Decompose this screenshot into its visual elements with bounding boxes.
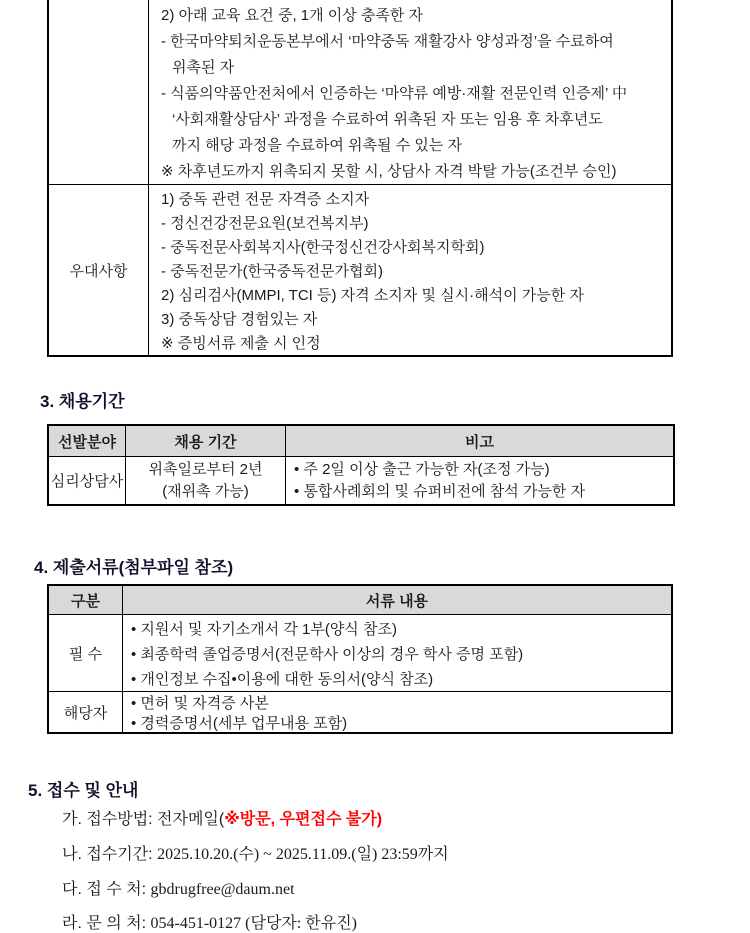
text-line: • 지원서 및 자기소개서 각 1부(양식 참조) bbox=[131, 621, 397, 638]
application-method-label: 가. 접수방법: 전자메일( bbox=[62, 811, 225, 828]
qualification-table bbox=[47, 0, 673, 357]
text-line: • 최종학력 졸업증명서(전문학사 이상의 경우 학사 증명 포함) bbox=[131, 646, 524, 663]
applicable-documents-row bbox=[49, 692, 671, 732]
text-line: - 정신건강전문요원(보건복지부) bbox=[161, 215, 369, 232]
warning-close-paren: ) bbox=[376, 811, 383, 828]
documents-table bbox=[47, 584, 673, 734]
text-line: • 면허 및 자격증 사본 bbox=[131, 695, 269, 712]
education-requirements-cell bbox=[149, 0, 671, 184]
text-line: 까지 해당 과정을 수료하여 위촉될 수 있는 자 bbox=[172, 137, 462, 154]
section3-heading: 3. 채용기간 bbox=[40, 392, 125, 411]
contact-label: 라. 문 의 처: bbox=[62, 915, 151, 932]
col-header-category: 구분 bbox=[49, 586, 123, 614]
contact-line bbox=[62, 910, 357, 933]
text-line: 위촉된 자 bbox=[172, 59, 235, 76]
applicable-label-cell: 해당자 bbox=[49, 692, 123, 732]
text-line: - 중독전문사회복지사(한국정신건강사회복지학회) bbox=[161, 239, 485, 256]
col-header-period: 채용 기간 bbox=[126, 426, 286, 456]
preferred-qualification-row bbox=[49, 185, 671, 355]
application-period-value: 2025.10.20.(수) ~ 2025.11.09.(일) 23:59까지 bbox=[157, 846, 449, 863]
text-line: - 한국마약퇴치운동본부에서 ‘마약중독 재활강사 양성과정’을 수료하여 bbox=[161, 33, 614, 50]
preferred-row-label-cell bbox=[49, 185, 149, 355]
text-line: 2) 심리검사(MMPI, TCI 등) 자격 소지자 및 실시·해석이 가능한 자 bbox=[161, 287, 584, 304]
employment-period-table bbox=[47, 424, 675, 506]
text-line: • 통합사례회의 및 슈퍼비전에 참석 가능한 자 bbox=[294, 483, 586, 500]
text-line: • 개인정보 수집•이용에 대한 동의서(양식 참조) bbox=[131, 671, 434, 688]
section4-heading: 4. 제출서류(첨부파일 참조) bbox=[34, 558, 234, 577]
text-line: ‘사회재활상담사’ 과정을 수료하여 위촉된 자 또는 임용 후 차후년도 bbox=[172, 111, 603, 128]
qualification-row-label-cell bbox=[49, 0, 149, 184]
submission-email: gbdrugfree@daum.net bbox=[150, 881, 295, 898]
text-line: (재위촉 가능) bbox=[162, 482, 249, 500]
submission-address-line bbox=[62, 876, 295, 899]
text-line: 1) 중독 관련 전문 자격증 소지자 bbox=[161, 191, 370, 208]
text-line: ※ 차후년도까지 위촉되지 못할 시, 상담사 자격 박탈 가능(조건부 승인) bbox=[161, 163, 617, 180]
text-line: 위촉일로부터 2년 bbox=[148, 460, 263, 478]
text-line: - 식품의약품안전처에서 인증하는 ‘마약류 예방·재활 전문인력 인증제’ 中 bbox=[161, 85, 627, 102]
employment-table-header-row bbox=[49, 426, 673, 457]
text-line: - 중독전문가(한국중독전문가협회) bbox=[161, 263, 384, 280]
required-label-cell: 필 수 bbox=[49, 615, 123, 691]
employment-table-data-row bbox=[49, 457, 673, 504]
submission-address-label: 다. 접 수 처: bbox=[62, 881, 151, 898]
text-line: 3) 중독상담 경험있는 자 bbox=[161, 311, 318, 328]
required-docs-cell bbox=[123, 615, 671, 691]
text-line: • 경력증명서(세부 업무내용 포함) bbox=[131, 715, 348, 732]
contact-phone: 054-451-0127 (담당자: 한유진) bbox=[150, 915, 357, 932]
preferred-row-label: 우대사항 bbox=[69, 262, 128, 280]
application-period-label: 나. 접수기간: bbox=[62, 846, 158, 863]
education-requirement-row bbox=[49, 0, 671, 185]
no-visit-mail-warning: ※방문, 우편접수 불가 bbox=[224, 811, 377, 828]
text-line: ※ 증빙서류 제출 시 인정 bbox=[161, 335, 321, 352]
col-header-field: 선발분야 bbox=[49, 426, 126, 456]
application-period-line bbox=[62, 841, 449, 864]
application-method-line bbox=[62, 806, 382, 829]
required-documents-row bbox=[49, 615, 671, 692]
applicable-docs-cell bbox=[123, 692, 671, 732]
documents-table-header-row bbox=[49, 586, 671, 615]
field-cell: 심리상담사 bbox=[49, 457, 126, 504]
period-cell bbox=[126, 457, 286, 504]
text-line: 2) 아래 교육 요건 중, 1개 이상 충족한 자 bbox=[161, 7, 424, 24]
col-header-note: 비고 bbox=[465, 433, 494, 451]
note-cell bbox=[286, 457, 673, 504]
text-line: • 주 2일 이상 출근 가능한 자(조정 가능) bbox=[294, 461, 550, 478]
section5-heading: 5. 접수 및 안내 bbox=[28, 781, 139, 800]
col-header-doc-content: 서류 내용 bbox=[365, 592, 429, 610]
preferred-items-cell bbox=[149, 185, 671, 355]
